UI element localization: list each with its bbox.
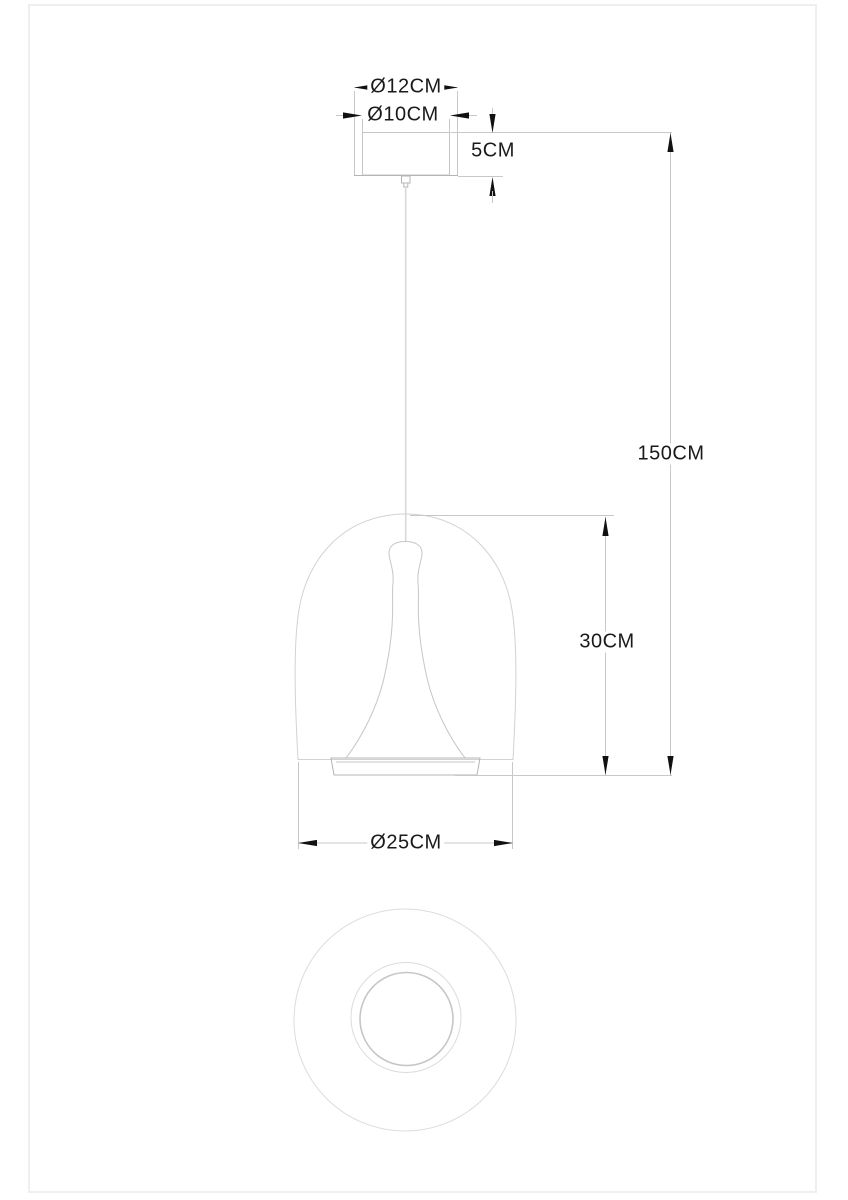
arrowhead-down-icon xyxy=(667,756,673,775)
bottom-view-outer-circle xyxy=(294,909,516,1131)
arrowhead-left-icon xyxy=(450,112,469,118)
dim-label-shade-height: 30CM xyxy=(576,632,637,653)
dim-label-canopy-body-diameter: Ø10CM xyxy=(364,105,441,126)
cord-connector-stem xyxy=(404,183,408,187)
dim-label-overall-height: 150CM xyxy=(635,444,708,465)
shade-base-plate xyxy=(331,758,480,775)
arrowhead-up-icon xyxy=(602,517,608,536)
arrowhead-down-icon xyxy=(602,756,608,775)
bottom-view-ring-circle xyxy=(351,963,461,1073)
arrowhead-down-icon xyxy=(489,114,495,133)
arrowhead-up-icon xyxy=(667,133,673,152)
shade-inner-teardrop xyxy=(346,542,465,759)
bottom-view-inner-circle xyxy=(360,973,453,1066)
arrowhead-right-icon xyxy=(343,112,362,118)
shade-outer-outline xyxy=(295,514,516,760)
dim-label-canopy-height: 5CM xyxy=(468,141,518,162)
dim-label-shade-diameter: Ø25CM xyxy=(367,833,444,854)
arrowhead-right-icon xyxy=(494,840,513,846)
dim-label-canopy-outer-diameter: Ø12CM xyxy=(367,77,444,98)
cord-connector xyxy=(402,176,411,183)
shade-bottom-view xyxy=(294,909,516,1131)
arrowhead-left-icon xyxy=(298,840,317,846)
canopy-front-view xyxy=(354,91,458,542)
canopy-body xyxy=(363,133,450,176)
shade-front-view xyxy=(295,514,516,775)
